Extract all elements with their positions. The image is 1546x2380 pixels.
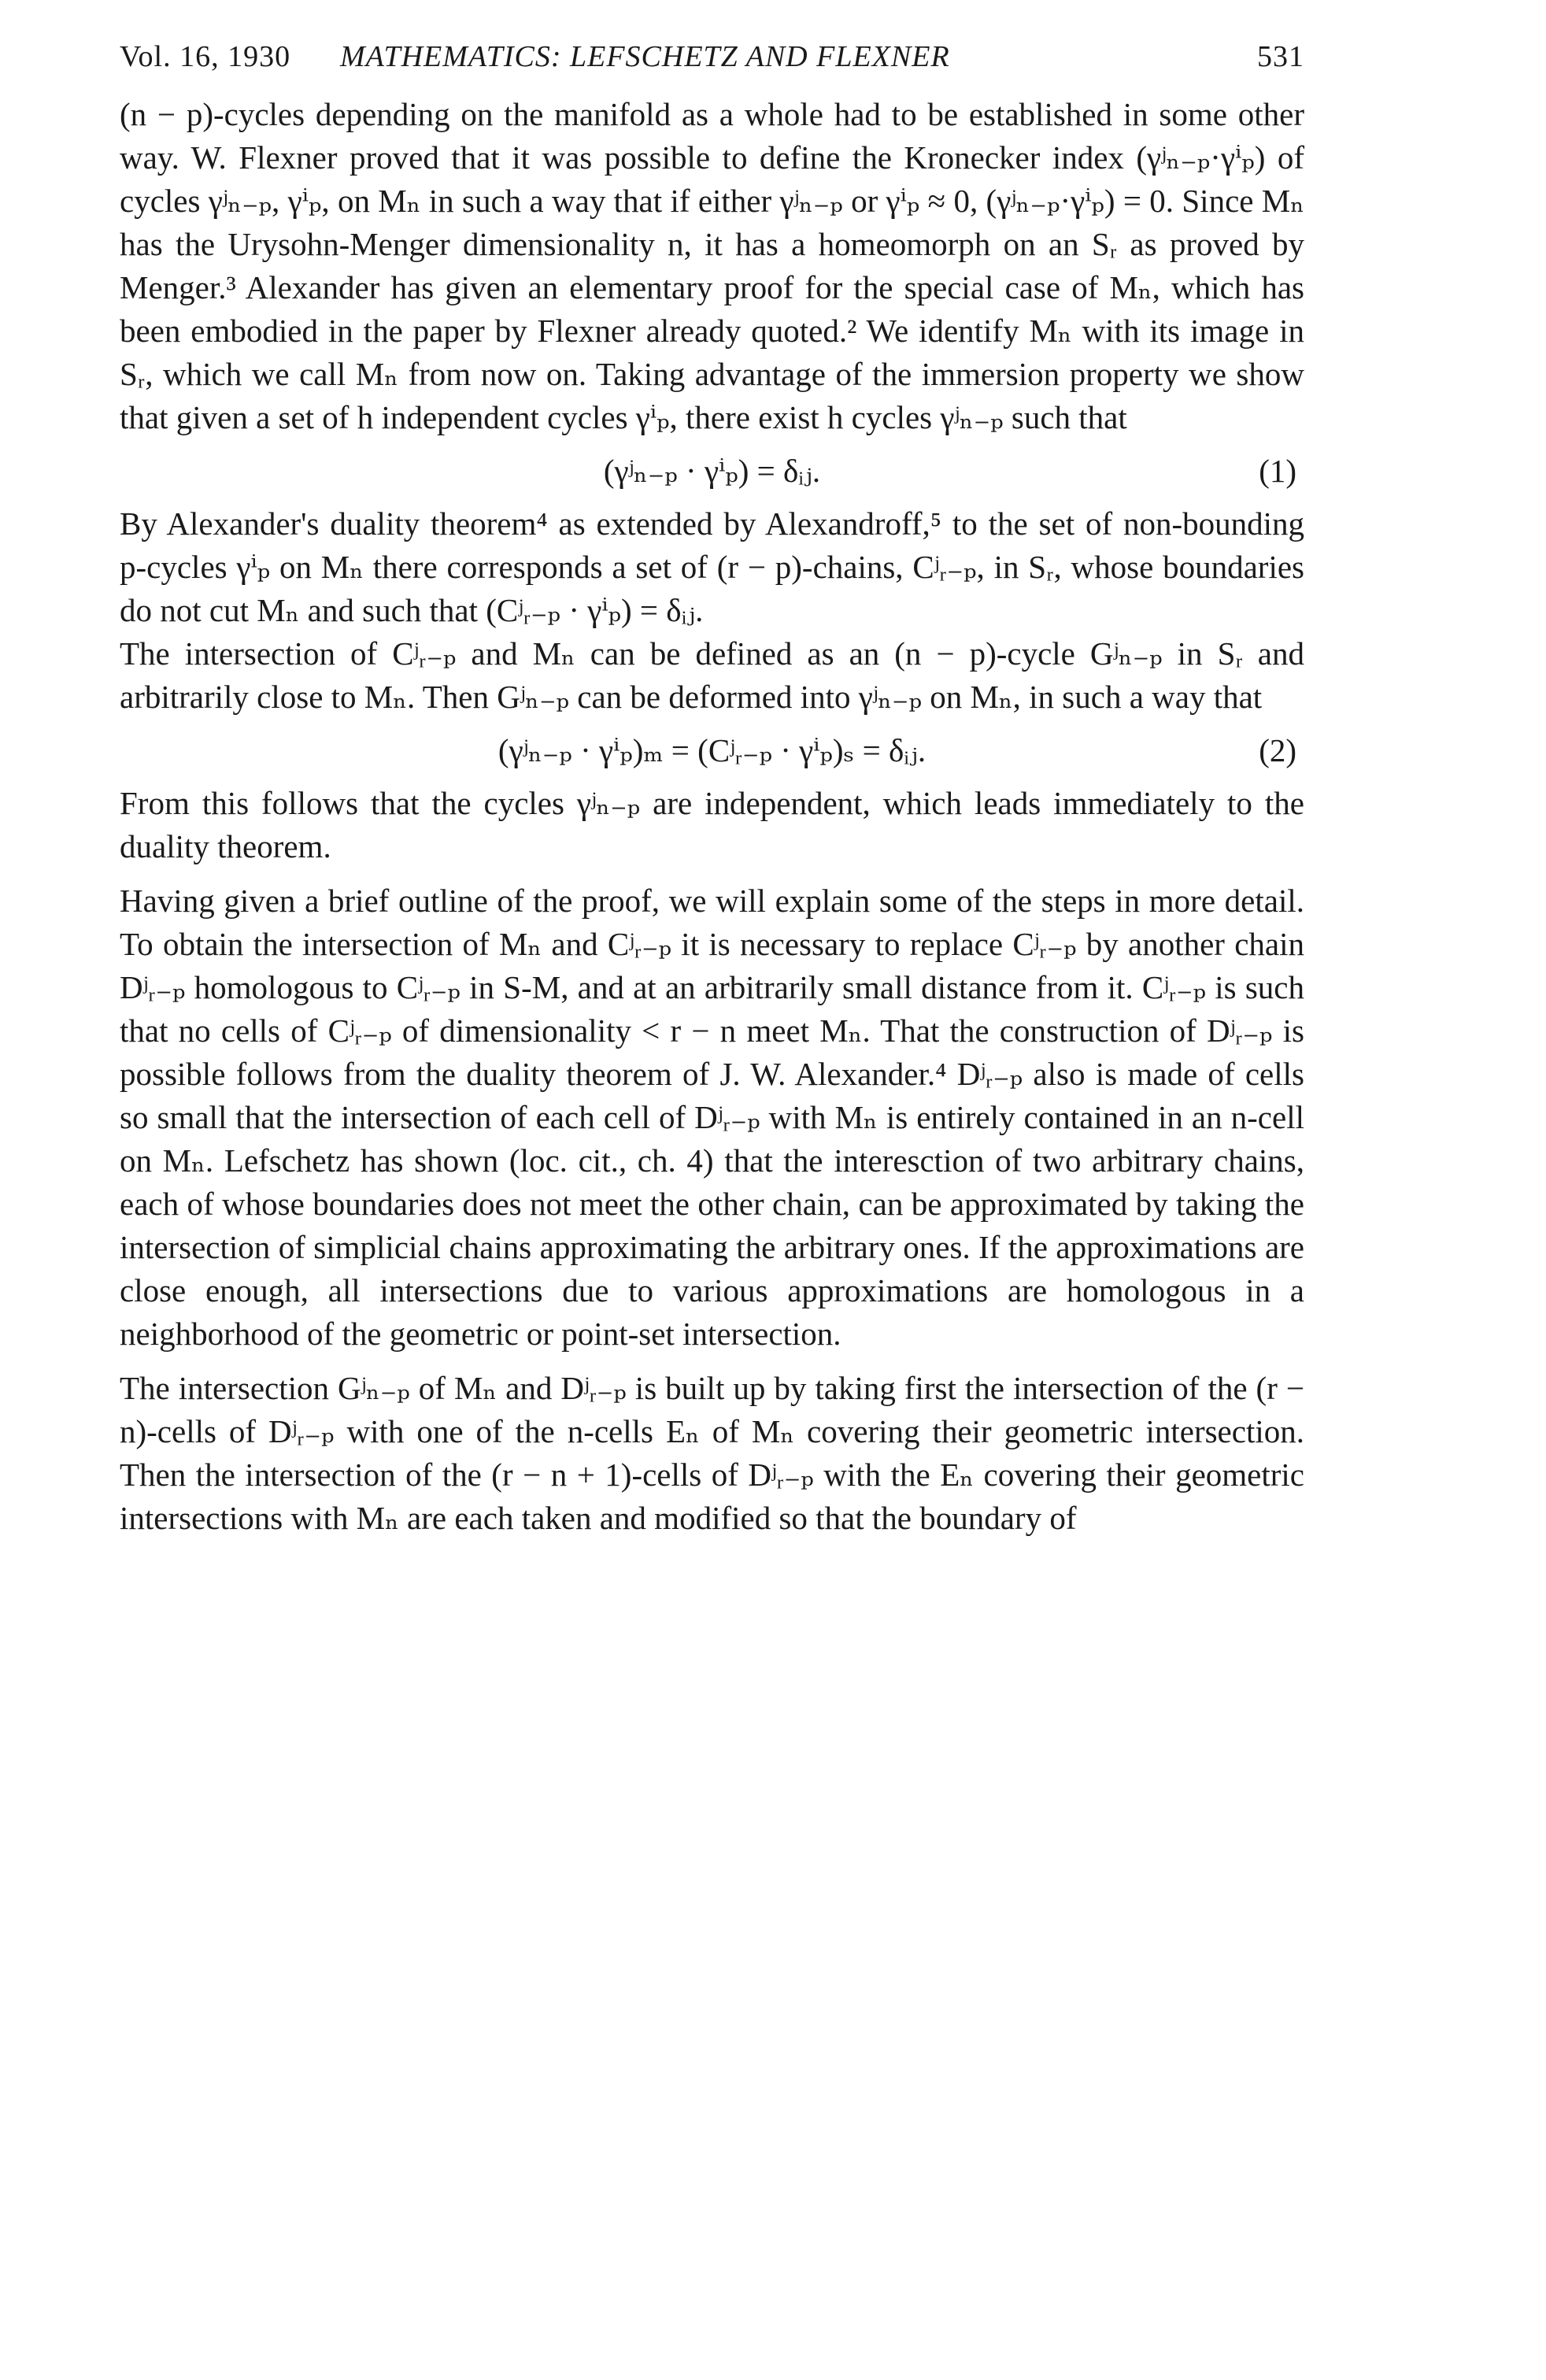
paragraph-6: The intersection Gʲₙ₋ₚ of Mₙ and Dʲᵣ₋ₚ is built up by taking first the intersection of the (r − n)-cells of Dʲᵣ₋ₚ with one of the n-cells Eₙ of Mₙ covering their geometric intersection. Then the intersection of the (r − n + 1)-cells of Dʲᵣ₋ₚ with the Eₙ covering their geometric intersections with Mₙ are each taken and modified so that the boundary of xyxy=(120,1370,1304,1536)
equation-1-number: (1) xyxy=(1259,453,1296,489)
paragraph-4: From this follows that the cycles γʲₙ₋ₚ are independent, which leads immediately to the duality theorem. xyxy=(120,785,1304,864)
running-title: MATHEMATICS: LEFSCHETZ AND FLEXNER xyxy=(340,40,950,73)
equation-1 xyxy=(120,439,1304,502)
equation-2 xyxy=(120,719,1304,782)
equation-2-formula: (γʲₙ₋ₚ · γⁱₚ)ₘ = (Cʲᵣ₋ₚ · γⁱₚ)ₛ = δᵢⱼ. xyxy=(497,732,926,768)
running-header xyxy=(120,39,1304,87)
paragraph-5: Having given a brief outline of the proof, we will explain some of the steps in more detail. To obtain the intersection of Mₙ and Cʲᵣ₋ₚ it is necessary to replace Cʲᵣ₋ₚ by another chain Dʲᵣ₋ₚ homologous to Cʲᵣ₋ₚ in S-M, and at an arbitrarily small distance from it. Cʲᵣ₋ₚ is such that no cells of Cʲᵣ₋ₚ of dimensionality < r − n meet Mₙ. That the construction of Dʲᵣ₋ₚ is possible follows from the duality theorem of J. W. Alexander.⁴ Dʲᵣ₋ₚ also is made of cells so small that the intersection of each cell of Dʲᵣ₋ₚ with Mₙ is entirely contained in an n-cell on Mₙ. Lefschetz has shown (loc. cit., ch. 4) that the interesction of two arbitrary chains, each of whose boundaries does not meet the other chain, can be approximated by taking the intersection of simplicial chains approximating the arbitrary ones. If the approximations are close enough, all intersections due to various approximations are homologous in a neighborhood of the geometric or point-set intersection. xyxy=(120,883,1304,1352)
page-number: 531 xyxy=(1257,40,1304,73)
paragraph-2: By Alexander's duality theorem⁴ as extended by Alexandroff,⁵ to the set of non-bounding p-cycles γⁱₚ on Mₙ there corresponds a set of (r − p)-chains, Cʲᵣ₋ₚ, in Sᵣ, whose boundaries do not cut Mₙ and such that (Cʲᵣ₋ₚ · γⁱₚ) = δᵢⱼ. xyxy=(120,505,1304,628)
equation-1-formula: (γʲₙ₋ₚ · γⁱₚ) = δᵢⱼ. xyxy=(603,453,821,489)
paragraph-3: The intersection of Cʲᵣ₋ₚ and Mₙ can be defined as an (n − p)-cycle Gʲₙ₋ₚ in Sᵣ and arbitrarily close to Mₙ. Then Gʲₙ₋ₚ can be deformed into γʲₙ₋ₚ on Mₙ, in such a way that xyxy=(120,635,1304,715)
equation-2-number: (2) xyxy=(1259,732,1296,768)
volume-label: Vol. 16, 1930 xyxy=(120,40,291,73)
paragraph-1: (n − p)-cycles depending on the manifold as a whole had to be established in some other way. W. Flexner proved that it was possible to define the Kronecker index (γʲₙ₋ₚ·γⁱₚ) of cycles γʲₙ₋ₚ, γⁱₚ, on Mₙ in such a way that if either γʲₙ₋ₚ or γⁱₚ ≈ 0, (γʲₙ₋ₚ·γⁱₚ) = 0. Since Mₙ has the Urysohn-Menger dimensionality n, it has a homeomorph on an Sᵣ as proved by Menger.³ Alexander has given an elementary proof for the special case of Mₙ, which has been embodied in the paper by Flexner already quoted.² We identify Mₙ with its image in Sᵣ, which we call Mₙ from now on. Taking advantage of the immersion property we show that given a set of h independent cycles γⁱₚ, there exist h cycles γʲₙ₋ₚ such that xyxy=(120,96,1304,435)
article-body xyxy=(120,93,1304,1540)
